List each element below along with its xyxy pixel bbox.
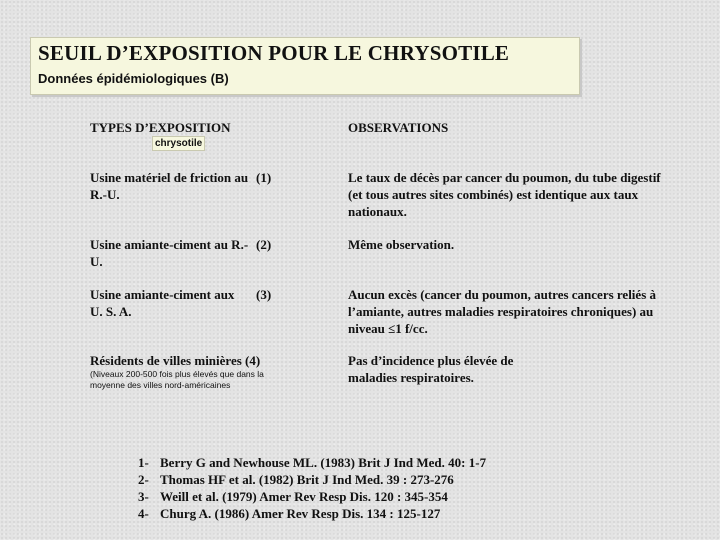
title-box [30, 37, 580, 95]
reference-item [138, 488, 486, 505]
reference-number: 2- [138, 472, 149, 487]
reference-text: Weill et al. (1979) Amer Rev Resp Dis. 120 : 345-354 [160, 489, 448, 504]
reference-text: Churg A. (1986) Amer Rev Resp Dis. 134 : 125-127 [160, 506, 441, 521]
row-3-type: Usine amiante-ciment aux U. S. A. [90, 287, 235, 319]
references-list [138, 454, 486, 522]
row-1-type: Usine matériel de friction au R.-U. [90, 170, 249, 202]
reference-text: Berry G and Newhouse ML. (1983) Brit J Ind Med. 40: 1-7 [160, 455, 487, 470]
row-2-ref: (2) [256, 237, 272, 252]
row-2-type: Usine amiante-ciment au R.-U. [90, 237, 249, 269]
reference-item [138, 454, 486, 471]
page-title: SEUIL D’EXPOSITION POUR LE CHRYSOTILE [38, 41, 510, 65]
reference-number: 1- [138, 455, 149, 470]
reference-item [138, 471, 486, 488]
row-3-observation: Aucun excès (cancer du poumon, autres cancers reliés à l’amiante, autres maladies respiratoires chroniques) au niveau ≤1 f/cc. [348, 287, 657, 336]
chrysotile-tag: chrysotile [152, 136, 205, 151]
row-3-ref: (3) [256, 287, 272, 302]
column-header-types: TYPES D’EXPOSITION [90, 120, 231, 135]
column-header-observations: OBSERVATIONS [348, 120, 449, 135]
row-4-observation: Pas d’incidence plus élevée de maladies respiratoires. [348, 353, 514, 385]
page-subtitle: Données épidémiologiques (B) [38, 71, 229, 86]
reference-text: Thomas HF et al. (1982) Brit J Ind Med. 39 : 273-276 [160, 472, 454, 487]
row-2-observation: Même observation. [348, 237, 455, 252]
reference-number: 3- [138, 489, 149, 504]
reference-number: 4- [138, 506, 149, 521]
reference-item [138, 505, 486, 522]
row-4-type: Résidents de villes minières (4) [90, 353, 261, 368]
row-1-ref: (1) [256, 170, 272, 185]
row-1-observation: Le taux de décès par cancer du poumon, du tube digestif (et tous autres sites combinés) est identique aux taux nationaux. [348, 170, 661, 219]
row-4-note: (Niveaux 200-500 fois plus élevés que dans la moyenne des villes nord-américaines [90, 369, 264, 390]
